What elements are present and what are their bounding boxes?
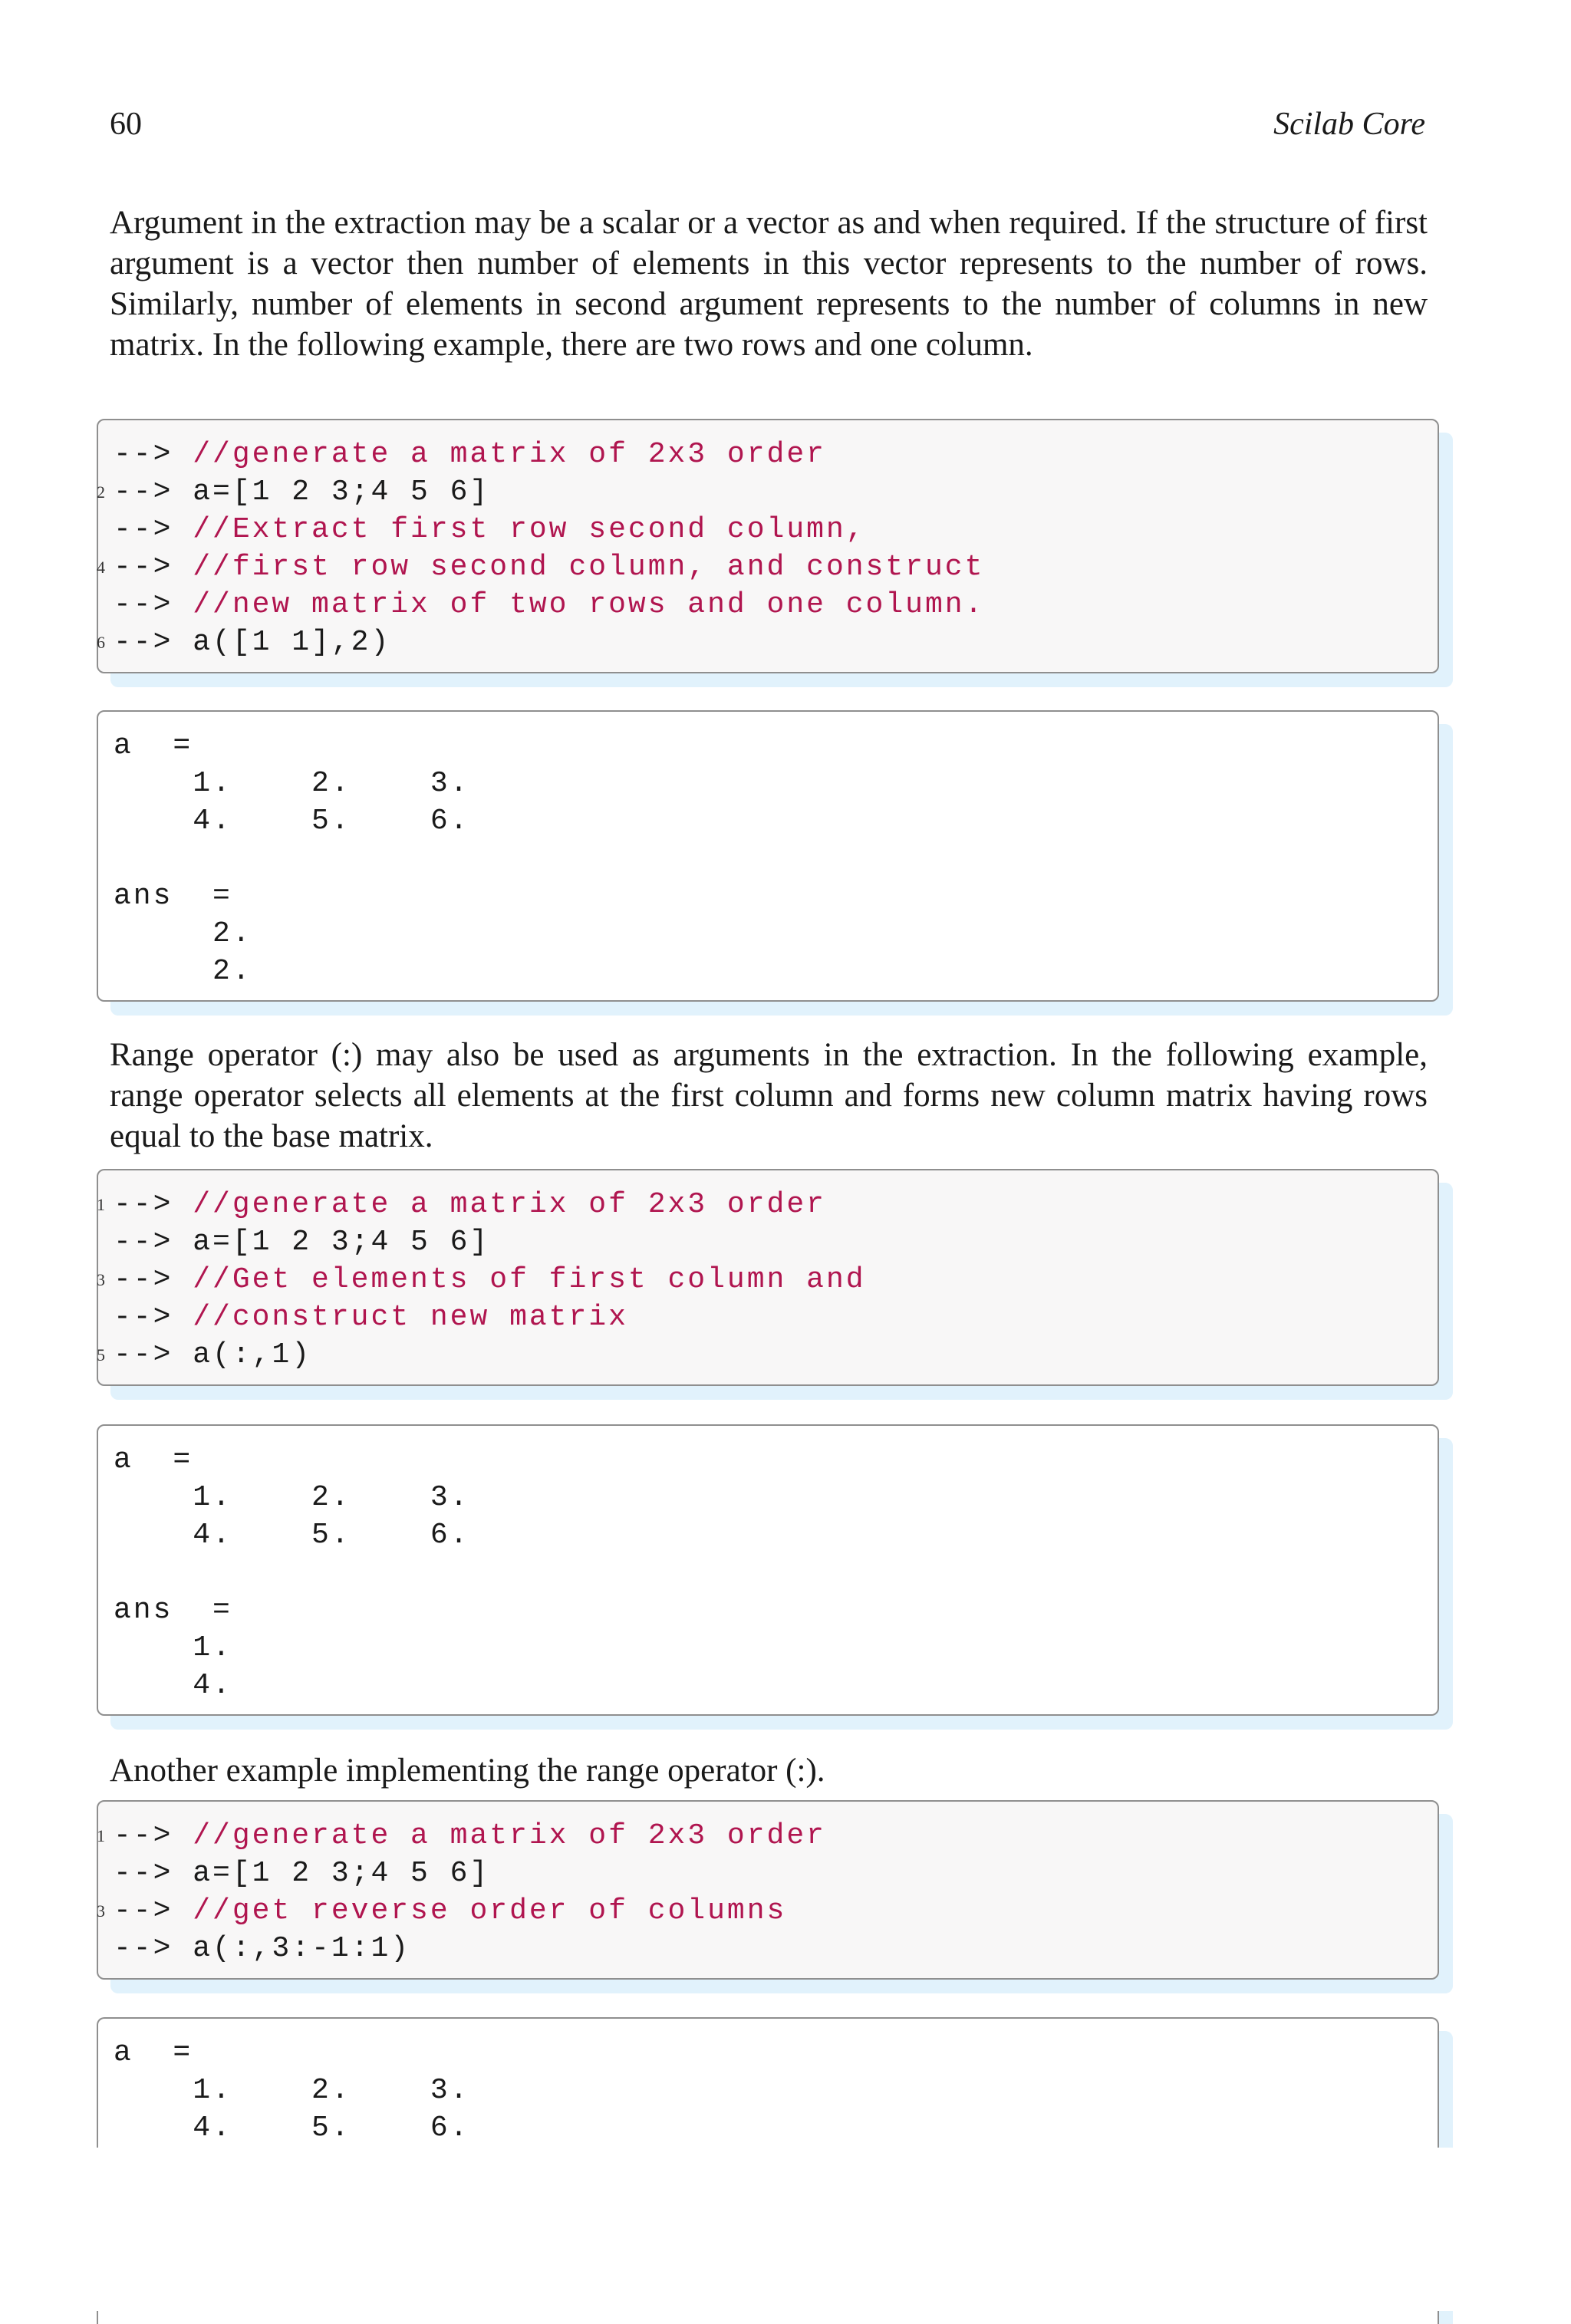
line-number [94,511,107,548]
line-number: 6 [97,633,107,652]
code-text: a(:,3:-1:1) [193,1932,411,1965]
prompt: --> [114,513,193,546]
code-line [114,1930,410,1967]
output-line: a = [114,1443,193,1476]
code-text: a=[1 2 3;4 5 6] [193,1857,490,1890]
prompt: --> [114,1263,193,1296]
prompt: --> [114,588,193,621]
output-line: 1. 2. 3. [114,1481,470,1514]
output-line: 2. [114,955,252,988]
output-line: 4. 5. 6. [114,2112,470,2145]
line-number [94,436,107,473]
prompt: --> [114,1338,193,1371]
output-block [97,710,1439,1002]
code-comment: //first row second column, and construct [193,551,985,584]
code-line [97,473,490,511]
output-line: 4. [114,1669,232,1702]
output-line: 1. 2. 3. [114,2074,470,2107]
prompt: --> [114,1857,193,1890]
code-text: a=[1 2 3;4 5 6] [193,476,490,509]
line-number: 2 [97,482,107,502]
code-line [114,511,866,548]
output-line: 1. 2. 3. [114,767,470,800]
code-line [97,1261,866,1299]
line-number: 1 [97,1826,107,1845]
code-line [97,1892,787,1930]
code-line [114,586,984,624]
line-number: 5 [97,1345,107,1364]
running-title: Scilab Core [1273,107,1425,142]
code-text: a=[1 2 3;4 5 6] [193,1226,490,1259]
page-bottom-margin [0,2148,1571,2311]
prompt: --> [114,1301,193,1334]
code-comment: //generate a matrix of 2x3 order [193,438,826,471]
output-line: ans = [114,880,232,913]
code-line [97,1817,826,1855]
code-comment: //generate a matrix of 2x3 order [193,1819,826,1852]
code-comment: //get reverse order of columns [193,1894,787,1927]
code-line [97,1186,826,1223]
code-comment: //new matrix of two rows and one column. [193,588,985,621]
output-line: 1. [114,1631,232,1664]
line-number [94,586,107,624]
prompt: --> [114,1894,193,1927]
line-number [94,1223,107,1261]
code-comment: //generate a matrix of 2x3 order [193,1188,826,1221]
code-line [97,624,391,661]
output-block [97,1424,1439,1716]
code-text: a(:,1) [193,1338,312,1371]
prompt: --> [114,626,193,659]
line-number [94,1299,107,1336]
code-line [114,436,826,473]
output-line: 4. 5. 6. [114,805,470,838]
paragraph-range-operator: Range operator (:) may also be used as arguments in the extraction. In the following example, range operator selects all elements at the first column and forms new column matrix having rows equal to the base matrix. [110,1037,1428,1154]
page-number: 60 [110,107,142,142]
code-comment: //Get elements of first column and [193,1263,866,1296]
code-line [114,1223,489,1261]
code-block [97,419,1439,673]
code-line [114,1855,489,1892]
paragraph-another-example: Another example implementing the range operator (:). [110,1753,825,1789]
code-text: a([1 1],2) [193,626,391,659]
line-number: 4 [97,558,107,577]
prompt: --> [114,1188,193,1221]
code-comment: //construct new matrix [193,1301,628,1334]
code-block [97,1800,1439,1980]
output-line: a = [114,729,193,762]
output-line: 4. 5. 6. [114,1519,470,1552]
output-line: a = [114,2036,193,2069]
prompt: --> [114,1819,193,1852]
paragraph-extraction-args: Argument in the extraction may be a scalar or a vector as and when required. If the structure of first argument is a vector then number of elements in this vector represents to the number of rows. Similarly, number of elements in second argument represents to the number of columns in new matrix. In the following example, there are two rows and one column. [110,205,1428,363]
line-number [94,1930,107,1967]
code-line [114,1299,628,1336]
output-line: 2. [114,917,252,950]
output-line: ans = [114,1594,232,1627]
prompt: --> [114,1932,193,1965]
line-number: 3 [97,1901,107,1921]
code-line [97,1336,312,1374]
code-line [97,548,985,586]
prompt: --> [114,476,193,509]
code-comment: //Extract first row second column, [193,513,866,546]
line-number [94,1855,107,1892]
line-number: 3 [97,1270,107,1289]
prompt: --> [114,551,193,584]
line-number: 1 [97,1195,107,1214]
prompt: --> [114,438,193,471]
prompt: --> [114,1226,193,1259]
code-block [97,1169,1439,1386]
